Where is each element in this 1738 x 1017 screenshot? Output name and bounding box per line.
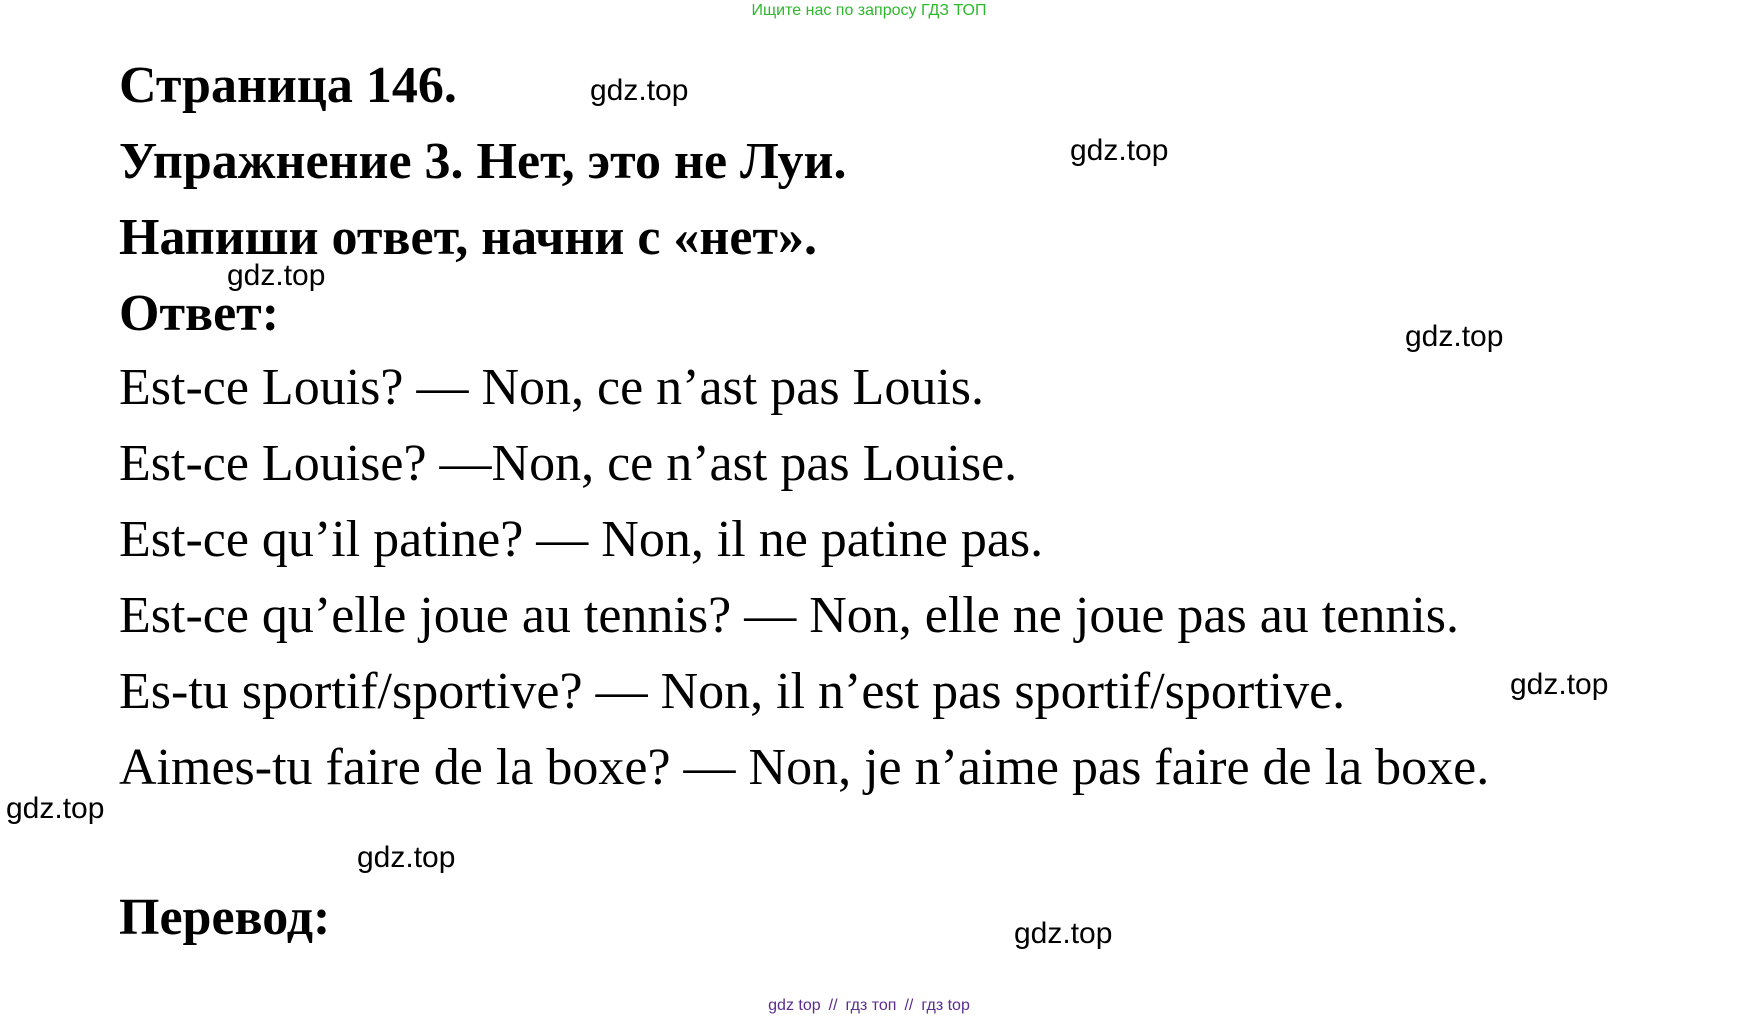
watermark: gdz.top bbox=[357, 841, 456, 874]
bottom-banner-item: гдз top bbox=[921, 997, 970, 1014]
watermark: gdz.top bbox=[227, 259, 326, 292]
answer-line-2: Est-ce Louise? —Non, ce n’ast pas Louise. bbox=[119, 435, 1018, 492]
translation-label: Перевод: bbox=[119, 889, 331, 946]
bottom-banner-separator: // bbox=[904, 997, 914, 1014]
task-text: Напиши ответ, начни с «нет». bbox=[119, 209, 817, 266]
exercise-title: Упражнение 3. Нет, это не Луи. bbox=[119, 133, 847, 190]
answer-line-3: Est-ce qu’il patine? — Non, il ne patine pas. bbox=[119, 511, 1044, 568]
bottom-banner bbox=[0, 996, 1738, 1016]
bottom-banner-item: гдз топ bbox=[845, 997, 897, 1014]
watermark: gdz.top bbox=[590, 74, 689, 107]
watermark: gdz.top bbox=[1070, 134, 1169, 167]
top-banner bbox=[0, 1, 1738, 21]
watermark: gdz.top bbox=[1405, 320, 1504, 353]
top-banner-text: Ищите нас по запросу ГДЗ ТОП bbox=[751, 2, 987, 19]
bottom-banner-separator: // bbox=[828, 997, 838, 1014]
answer-line-6: Aimes-tu faire de la boxe? — Non, je n’aime pas faire de la boxe. bbox=[119, 739, 1490, 796]
bottom-banner-item: gdz top bbox=[768, 997, 821, 1014]
watermark: gdz.top bbox=[1014, 917, 1113, 950]
page-title: Страница 146. bbox=[119, 57, 457, 114]
answer-line-1: Est-ce Louis? — Non, ce n’ast pas Louis. bbox=[119, 359, 985, 416]
watermark: gdz.top bbox=[6, 792, 105, 825]
watermark: gdz.top bbox=[1510, 668, 1609, 701]
answer-line-4: Est-ce qu’elle joue au tennis? — Non, elle ne joue pas au tennis. bbox=[119, 587, 1460, 644]
answer-label: Ответ: bbox=[119, 285, 280, 342]
answer-line-5: Es-tu sportif/sportive? — Non, il n’est pas sportif/sportive. bbox=[119, 663, 1346, 720]
